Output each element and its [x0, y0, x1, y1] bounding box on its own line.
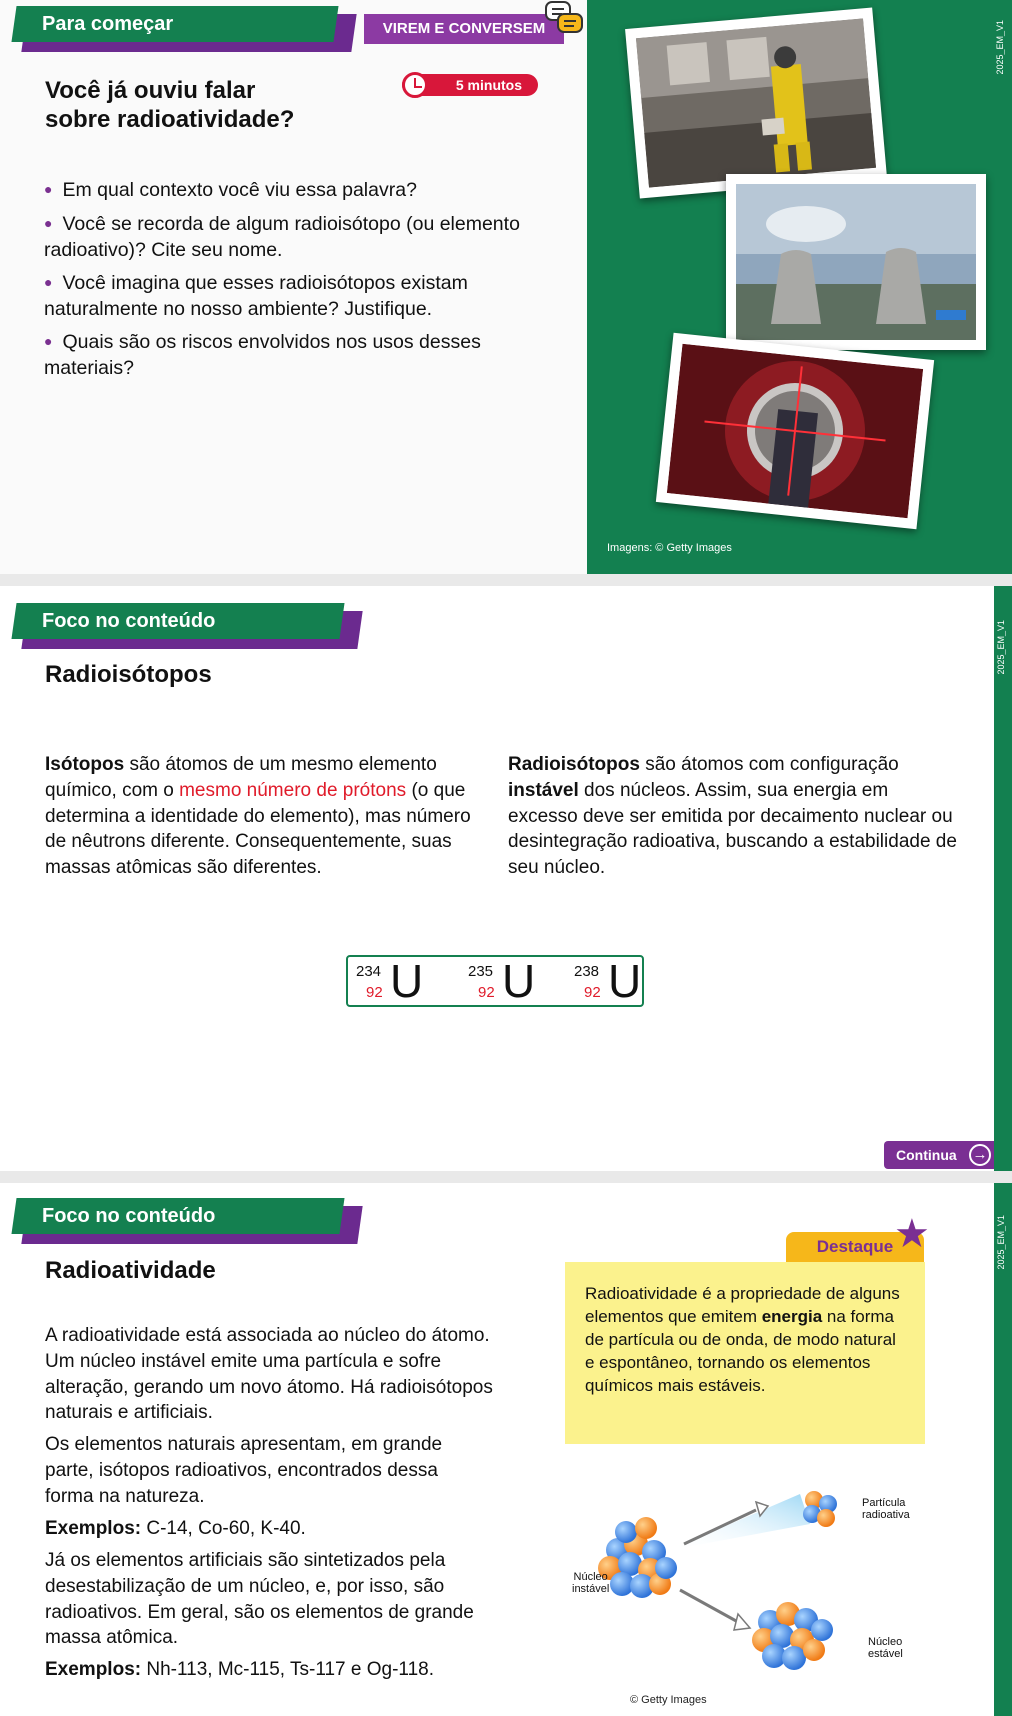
- slide-radioisotopos: [0, 586, 1012, 1171]
- isotope-u234: 234 92 U: [356, 955, 424, 1007]
- hazmat-worker-photo: [625, 8, 887, 199]
- radioisotopos-paragraph: Radioisótopos são átomos com configuração instável dos núcleos. Assim, sua energia em excesso deve ser emitida por decaimento nuclear ou desintegração radioativa, buscando a estabilidade de seu núcleo.: [508, 754, 957, 879]
- natural-elements-paragraph: Os elementos naturais apresentam, em grande parte, isótopos radioativos, encontrados dessa forma na natureza.: [45, 1434, 443, 1507]
- side-code: 2025_EM_V1: [996, 1215, 1006, 1270]
- page-title: Radioatividade: [45, 1257, 216, 1284]
- radioatividade-paragraph: A radioatividade está associada ao núcleo do átomo. Um núcleo instável emite uma partícula e sofre alteração, gerando um novo átomo. Há radioisótopos naturais e artificiais.: [45, 1325, 493, 1424]
- continue-button[interactable]: Continua →: [884, 1141, 994, 1169]
- isotope-u235: 235 92 U: [468, 955, 536, 1007]
- stable-nucleus: [752, 1602, 833, 1670]
- side-code: 2025_EM_V1: [995, 20, 1005, 75]
- page-title: Radioisótopos: [45, 661, 212, 688]
- speech-bubbles-icon: [544, 0, 586, 38]
- activity-tag: VIREM E CONVERSEM: [364, 14, 564, 44]
- side-code: 2025_EM_V1: [996, 620, 1006, 675]
- artificial-elements-paragraph: Já os elementos artificiais são sintetizados pela desestabilização de um núcleo, e, por isso, são radioativos. Em geral, são os elementos de grande massa atômica.: [45, 1550, 474, 1649]
- destaque-tag: Destaque: [786, 1232, 924, 1262]
- label-stable-nucleus: Núcleo estável: [868, 1636, 903, 1660]
- list-item: ● Você se recorda de algum radioisótopo (ou elemento radioativo)? Cite seu nome.: [44, 213, 520, 261]
- radioactive-particle: [803, 1491, 837, 1527]
- label-radioactive-particle: Partícula radioativa: [862, 1497, 910, 1521]
- nuclear-cooling-towers-photo: [726, 174, 986, 350]
- list-item: ● Quais são os riscos envolvidos nos usos desses materiais?: [44, 331, 481, 379]
- destaque-box: Radioatividade é a propriedade de alguns elementos que emitem energia na forma de partícula ou de onda, de modo natural e espontâneo, tornando os elementos químicos mais estáveis.: [565, 1262, 925, 1444]
- label-unstable-nucleus: Núcleo instável: [572, 1571, 610, 1595]
- uranium-isotopes-box: [346, 955, 644, 1007]
- examples-artificial: Exemplos: Nh-113, Mc-115, Ts-117 e Og-118.: [45, 1659, 434, 1680]
- page-title: Você já ouviu falar sobre radioatividade?: [45, 77, 295, 133]
- section-banner: Foco no conteúdo: [14, 1198, 359, 1240]
- timer-badge: 5 minutos: [402, 74, 538, 96]
- image-credit: © Getty Images: [630, 1694, 707, 1706]
- list-item: ● Em qual contexto você viu essa palavra?: [44, 179, 417, 201]
- slide-para-comecar: [0, 0, 1012, 574]
- unstable-nucleus: [598, 1517, 677, 1598]
- section-banner: Foco no conteúdo: [14, 603, 359, 645]
- isotope-u238: 238 92 U: [574, 955, 642, 1007]
- list-item: ● Você imagina que esses radioisótopos existam naturalmente no nosso ambiente? Justifique.: [44, 272, 468, 320]
- star-icon: ★: [894, 1212, 930, 1256]
- examples-natural: Exemplos: C-14, Co-60, K-40.: [45, 1518, 306, 1539]
- isotopos-paragraph: Isótopos são átomos de um mesmo elemento químico, com o mesmo número de prótons (o que determina a identidade do elemento), mas número de nêutrons diferente. Consequentemente, suas massas atômicas são diferentes.: [45, 754, 471, 879]
- section-banner: Para começar: [14, 6, 354, 48]
- clock-icon: [402, 72, 428, 98]
- ct-scanner-photo: [656, 333, 934, 529]
- question-list: [44, 178, 544, 389]
- arrow-right-icon: →: [969, 1144, 991, 1166]
- photo-credit: Imagens: © Getty Images: [607, 542, 732, 554]
